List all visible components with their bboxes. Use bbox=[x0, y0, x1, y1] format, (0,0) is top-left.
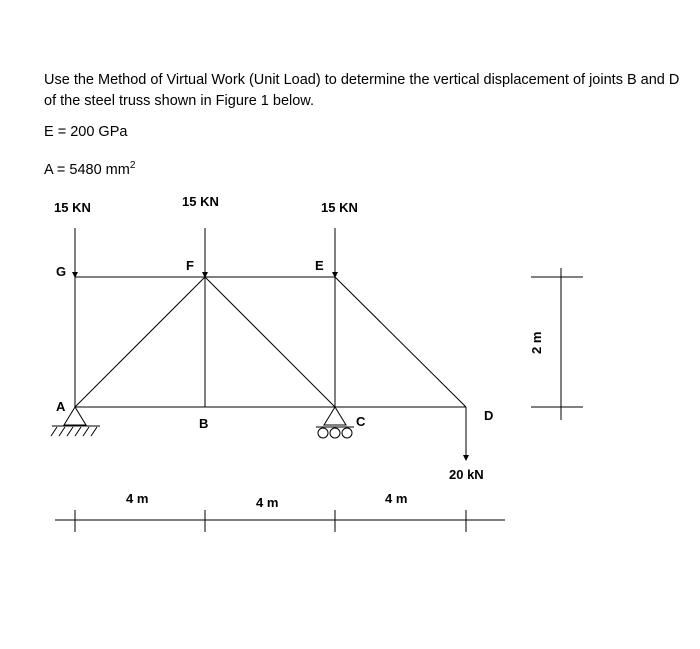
span-label-1: 4 m bbox=[126, 491, 149, 506]
joint-label-a: A bbox=[56, 399, 66, 414]
span-label-3: 4 m bbox=[385, 491, 408, 506]
modulus-value: E = 200 GPa bbox=[44, 124, 128, 140]
joint-label-g: G bbox=[56, 264, 67, 279]
span-label-2: 4 m bbox=[256, 495, 279, 510]
joint-label-c: C bbox=[356, 414, 366, 429]
height-label: 2 m bbox=[529, 331, 544, 354]
roller-support bbox=[316, 407, 354, 438]
joint-label-b: B bbox=[199, 416, 209, 431]
load-label-g: 15 KN bbox=[54, 200, 91, 215]
member-af bbox=[75, 277, 205, 407]
problem-question: Use the Method of Virtual Work (Unit Load) to determine the vertical displacement of joints B and D of the steel truss shown in Figure 1 below. bbox=[44, 72, 680, 109]
member-fc bbox=[205, 277, 335, 407]
member-ed bbox=[335, 277, 466, 407]
joint-label-d: D bbox=[484, 408, 494, 423]
span-dimension-line bbox=[55, 510, 505, 532]
load-label-d: 20 kN bbox=[449, 467, 484, 482]
area-exponent: 2 bbox=[129, 160, 136, 171]
joint-label-f: F bbox=[186, 258, 194, 273]
load-label-f: 15 KN bbox=[182, 194, 219, 209]
area-text: A = 5480 mm bbox=[44, 161, 130, 178]
joint-label-e: E bbox=[315, 258, 324, 273]
load-label-e: 15 KN bbox=[321, 200, 358, 215]
